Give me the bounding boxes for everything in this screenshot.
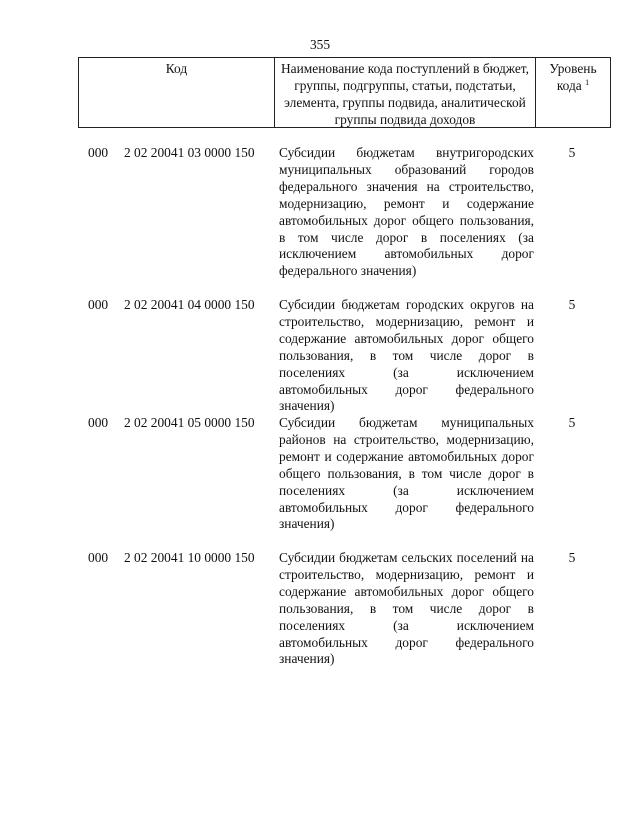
admin-code: 000 (88, 550, 109, 565)
admin-code: 000 (88, 297, 109, 312)
income-code: 2 02 20041 10 0000 150 (124, 550, 255, 565)
code-level: 5 (568, 550, 576, 565)
income-description: Субсидии бюджетам городских округов на строительство, модернизацию, ремонт и содержание автомобильных дорог общего пользования, в том числе дорог в поселениях (за исключением автомобильных дорог федерального значения) (279, 297, 534, 414)
code-level: 5 (568, 297, 576, 312)
income-code: 2 02 20041 03 0000 150 (124, 145, 255, 160)
admin-code: 000 (88, 415, 109, 430)
header-level-label: Уровень кода (549, 61, 597, 93)
header-name: Наименование кода поступлений в бюджет, группы, подгруппы, статьи, подстатьи, элемента, группы подвида, аналитической группы подвида доходов (275, 58, 536, 127)
table-header (78, 57, 611, 128)
page-number: 355 (309, 37, 331, 52)
income-description: Субсидии бюджетам внутригородских муниципальных образований городов федерального значения на строительство, модернизацию, ремонт и содержание автомобильных дорог общего пользования, в том числе дорог в поселениях (за исключением автомобильных дорог федерального значения) (279, 145, 534, 279)
header-code: Код (79, 58, 275, 127)
admin-code: 000 (88, 145, 109, 160)
code-level: 5 (568, 145, 576, 160)
code-level: 5 (568, 415, 576, 430)
income-code: 2 02 20041 05 0000 150 (124, 415, 255, 430)
income-code: 2 02 20041 04 0000 150 (124, 297, 255, 312)
income-description: Субсидии бюджетам сельских поселений на строительство, модернизацию, ремонт и содержание автомобильных дорог общего пользования, в том числе дорог в поселениях (за исключением автомобильных дорог федерального значения) (279, 550, 534, 667)
footnote-marker: 1 (585, 77, 590, 87)
header-level (536, 58, 610, 127)
income-description: Субсидии бюджетам муниципальных районов на строительство, модернизацию, ремонт и содержание автомобильных дорог общего пользования, в том числе дорог в поселениях (за исключением автомобильных дорог федерального значения) (279, 415, 534, 532)
